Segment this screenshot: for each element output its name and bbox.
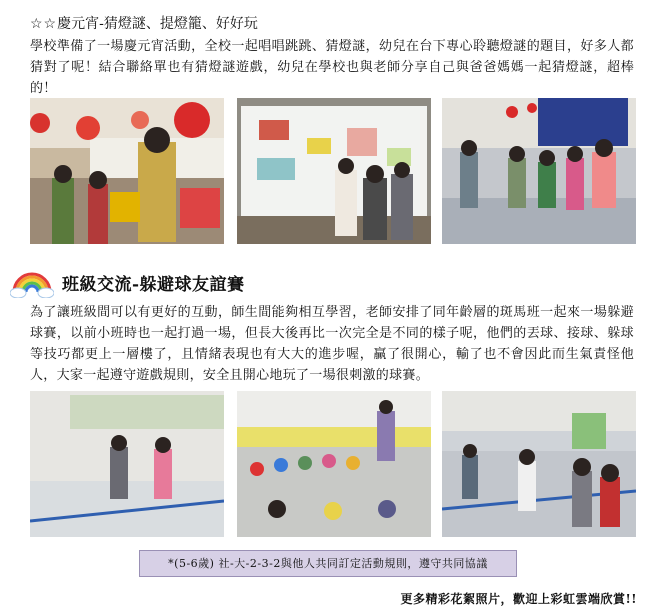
section2-header xyxy=(10,266,410,300)
footer-note: 更多精彩花絮照片，歡迎上彩虹雲端欣賞!! xyxy=(400,592,637,606)
rainbow-icon xyxy=(10,266,54,298)
section1-title xyxy=(30,14,258,34)
star-icon: ☆☆ xyxy=(30,16,58,32)
section2-photo-row xyxy=(30,391,636,537)
riddle-board-photo xyxy=(237,98,431,244)
section1-title-text: 慶元宵-猜燈謎、提燈籠、好好玩 xyxy=(57,16,258,32)
section1-photo-row xyxy=(30,98,636,244)
children-with-lanterns-photo xyxy=(442,98,636,244)
learning-indicator: *(5-6歲) 社-大-2-3-2與他人共同訂定活動規則，遵守共同協議 xyxy=(139,550,517,577)
section1-paragraph: 學校準備了一場慶元宵活動，全校一起唱唱跳跳、猜燈謎，幼兒在台下專心聆聽燈謎的題目，好多人都猜對了呢！結合聯絡單也有猜燈謎遊戲，幼兒在學校也與老師分享自己與爸爸媽媽一起猜燈謎，超棒的！ xyxy=(30,39,634,96)
section2-title: 班級交流-躲避球友誼賽 xyxy=(62,275,245,295)
section2-paragraph: 為了讓班級間可以有更好的互動，師生間能夠相互學習，老師安排了同年齡層的斑馬班一起來一場躲避球賽，以前小班時也一起打過一場，但長大後再比一次完全是不同的樣子呢，他們的丟球、接球、躲球等技巧都更上一層樓了，且情緒表現也有大大的進步喔，贏了很開心，輸了也不會因此而生氣責怪他人，大家一起遵守遊戲規則，安全且開心地玩了一場很刺激的球賽。 xyxy=(30,305,634,383)
dodgeball-pair-photo xyxy=(30,391,224,537)
dodgeball-game-photo xyxy=(442,391,636,537)
lantern-festival-photo xyxy=(30,98,224,244)
dodgeball-seated-photo xyxy=(237,391,431,537)
